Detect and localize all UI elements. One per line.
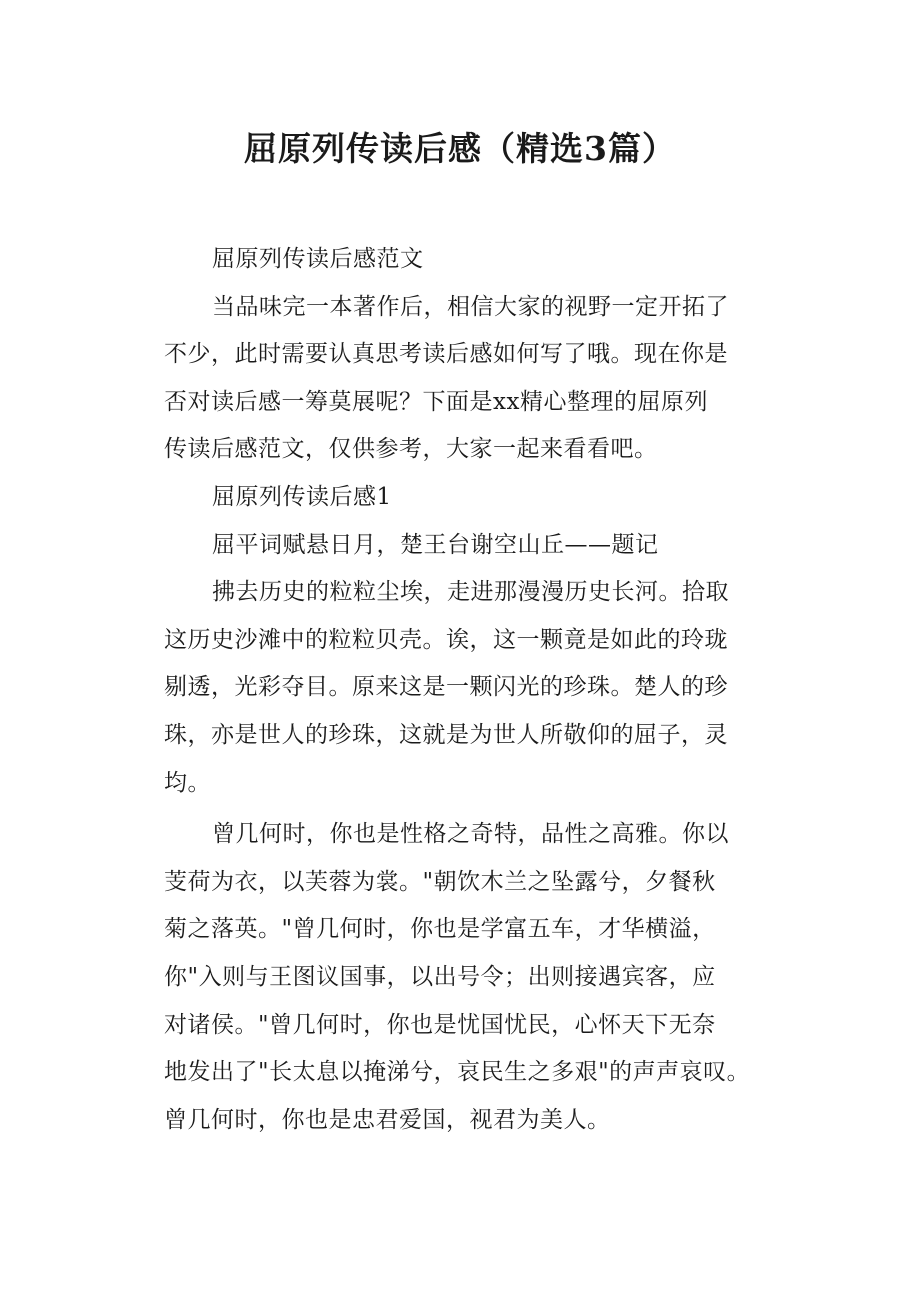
text-line: 地发出了"长太息以掩涕兮，哀民生之多艰"的声声哀叹。	[164, 1059, 751, 1086]
text-line: 对诸侯。"曾几何时，你也是忧国忧民，心怀天下无奈	[164, 1011, 716, 1038]
text-line: 菊之落英。"曾几何时，你也是学富五车，才华横溢，	[164, 916, 716, 943]
text-line: 屈原列传读后感范文	[212, 246, 424, 272]
text-line: 拂去历史的粒粒尘埃，走进那漫漫历史长河。拾取	[212, 579, 729, 606]
text-line: 剔透，光彩夺目。原来这是一颗闪光的珍珠。楚人的珍	[164, 674, 728, 701]
text-line: 不少，此时需要认真思考读后感如何写了哦。现在你是	[164, 341, 728, 368]
text-line: 芰荷为衣，以芙蓉为裳。"朝饮木兰之坠露兮，夕餐秋	[164, 868, 716, 895]
text-line: 否对读后感一筹莫展呢？下面是xx精心整理的屈原列	[164, 388, 708, 415]
text-line: 曾几何时，你也是忠君爱国，视君为美人。	[164, 1106, 611, 1133]
text-line: 传读后感范文，仅供参考，大家一起来看看吧。	[164, 436, 658, 463]
text-line: 屈原列传读后感1	[212, 483, 392, 510]
text-line: 均。	[164, 769, 211, 796]
text-line: 这历史沙滩中的粒粒贝壳。诶，这一颗竟是如此的玲珑	[164, 626, 728, 653]
text-line: 当品味完一本著作后，相信大家的视野一定开拓了	[212, 293, 729, 320]
text-line: 曾几何时，你也是性格之奇特，品性之高雅。你以	[212, 821, 729, 848]
text-line: 你"入则与王图议国事，以出号令；出则接遇宾客，应	[164, 963, 716, 990]
document-body	[164, 236, 764, 1144]
document-title: 屈原列传读后感（精选3篇）	[244, 129, 676, 168]
text-line: 屈平词赋悬日月，楚王台谢空山丘——题记	[212, 531, 659, 558]
text-line: 珠，亦是世人的珍珠，这就是为世人所敬仰的屈子，灵	[164, 721, 728, 748]
